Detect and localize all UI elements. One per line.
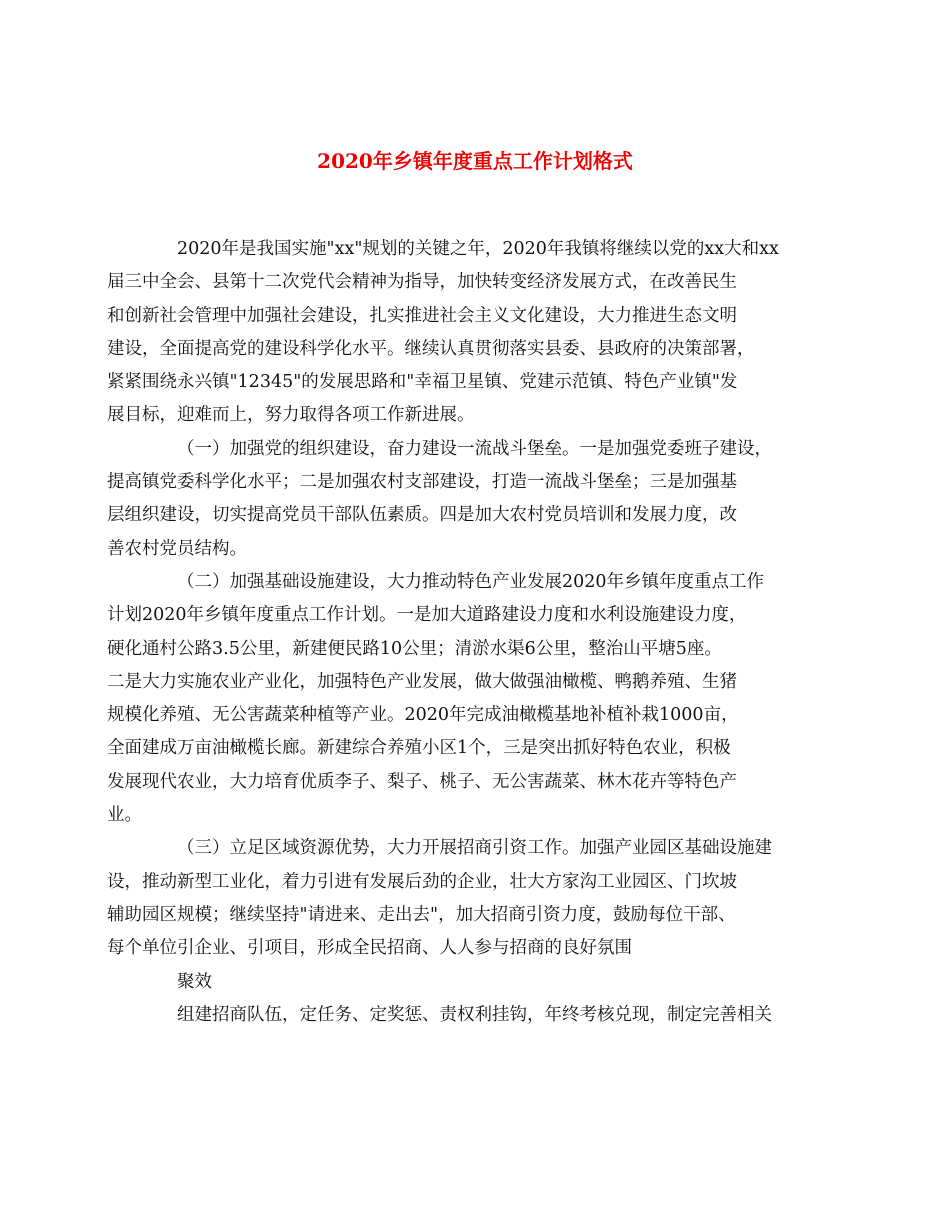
paragraph-line: 发展现代农业，大力培育优质李子、梨子、桃子、无公害蔬菜、林木花卉等特色产 — [107, 771, 737, 792]
paragraph-line: 设，推动新型工业化，着力引进有发展后劲的企业，壮大方家沟工业园区、门坎坡 — [107, 871, 737, 892]
document-body — [107, 233, 817, 1032]
paragraph-line: 层组织建设，切实提高党员干部队伍素质。四是加大农村党员培训和发展力度，改 — [107, 505, 737, 526]
paragraph-line: 聚效 — [177, 971, 212, 992]
paragraph-line: （二）加强基础设施建设，大力推动特色产业发展2020年乡镇年度重点工作 — [177, 571, 765, 592]
paragraph-line: 硬化通村公路3.5公里，新建便民路10公里；清淤水渠6公里，整治山平塘5座。 — [107, 638, 722, 659]
paragraph-investment-team — [142, 999, 817, 1032]
paragraph-line: 辅助园区规模；继续坚持"请进来、走出去"，加大招商引资力度，鼓励每位干部、 — [107, 904, 736, 925]
paragraph-section-two — [107, 566, 817, 832]
paragraph-line: 紧紧围绕永兴镇"12345"的发展思路和"幸福卫星镇、党建示范镇、特色产业镇"发 — [107, 372, 738, 393]
paragraph-line: （三）立足区域资源优势，大力开展招商引资工作。加强产业园区基础设施建 — [177, 838, 772, 859]
paragraph-line: （一）加强党的组织建设，奋力建设一流战斗堡垒。一是加强党委班子建设， — [177, 438, 772, 459]
paragraph-section-three — [107, 832, 817, 965]
document-title: 2020年乡镇年度重点工作计划格式 — [317, 149, 633, 173]
paragraph-section-one — [107, 433, 817, 566]
paragraph-intro — [107, 233, 817, 433]
paragraph-line: 规模化养殖、无公害蔬菜种植等产业。2020年完成油橄榄基地补植补栽1000亩， — [107, 705, 739, 726]
paragraph-line: 业。 — [107, 805, 142, 826]
paragraph-line: 全面建成万亩油橄榄长廊。新建综合养殖小区1个，三是突出抓好特色农业，积极 — [107, 738, 731, 759]
paragraph-line: 届三中全会、县第十二次党代会精神为指导，加快转变经济发展方式，在改善民生 — [107, 272, 737, 293]
paragraph-line: 展目标，迎难而上，努力取得各项工作新进展。 — [107, 405, 475, 426]
paragraph-line: 提高镇党委科学化水平；二是加强农村支部建设，打造一流战斗堡垒；三是加强基 — [107, 472, 737, 493]
paragraph-line: 和创新社会管理中加强社会建设，扎实推进社会主义文化建设，大力推进生态文明 — [107, 305, 737, 326]
paragraph-line: 2020年是我国实施"xx"规划的关键之年，2020年我镇将继续以党的xx大和xx — [177, 239, 779, 259]
paragraph-line: 善农村党员结构。 — [107, 538, 247, 559]
paragraph-line: 组建招商队伍，定任务、定奖惩、责权利挂钩，年终考核兑现，制定完善相关 — [177, 1004, 772, 1025]
paragraph-line: 计划2020年乡镇年度重点工作计划。一是加大道路建设力度和水利设施建设力度， — [107, 605, 747, 626]
paragraph-line: 二是大力实施农业产业化，加强特色产业发展，做大做强油橄榄、鸭鹅养殖、生猪 — [107, 671, 737, 692]
paragraph-line: 建设，全面提高党的建设科学化水平。继续认真贯彻落实县委、县政府的决策部署， — [107, 338, 755, 359]
paragraph-line: 每个单位引企业、引项目，形成全民招商、人人参与招商的良好氛围 — [107, 938, 632, 959]
paragraph-fragment — [142, 966, 817, 999]
